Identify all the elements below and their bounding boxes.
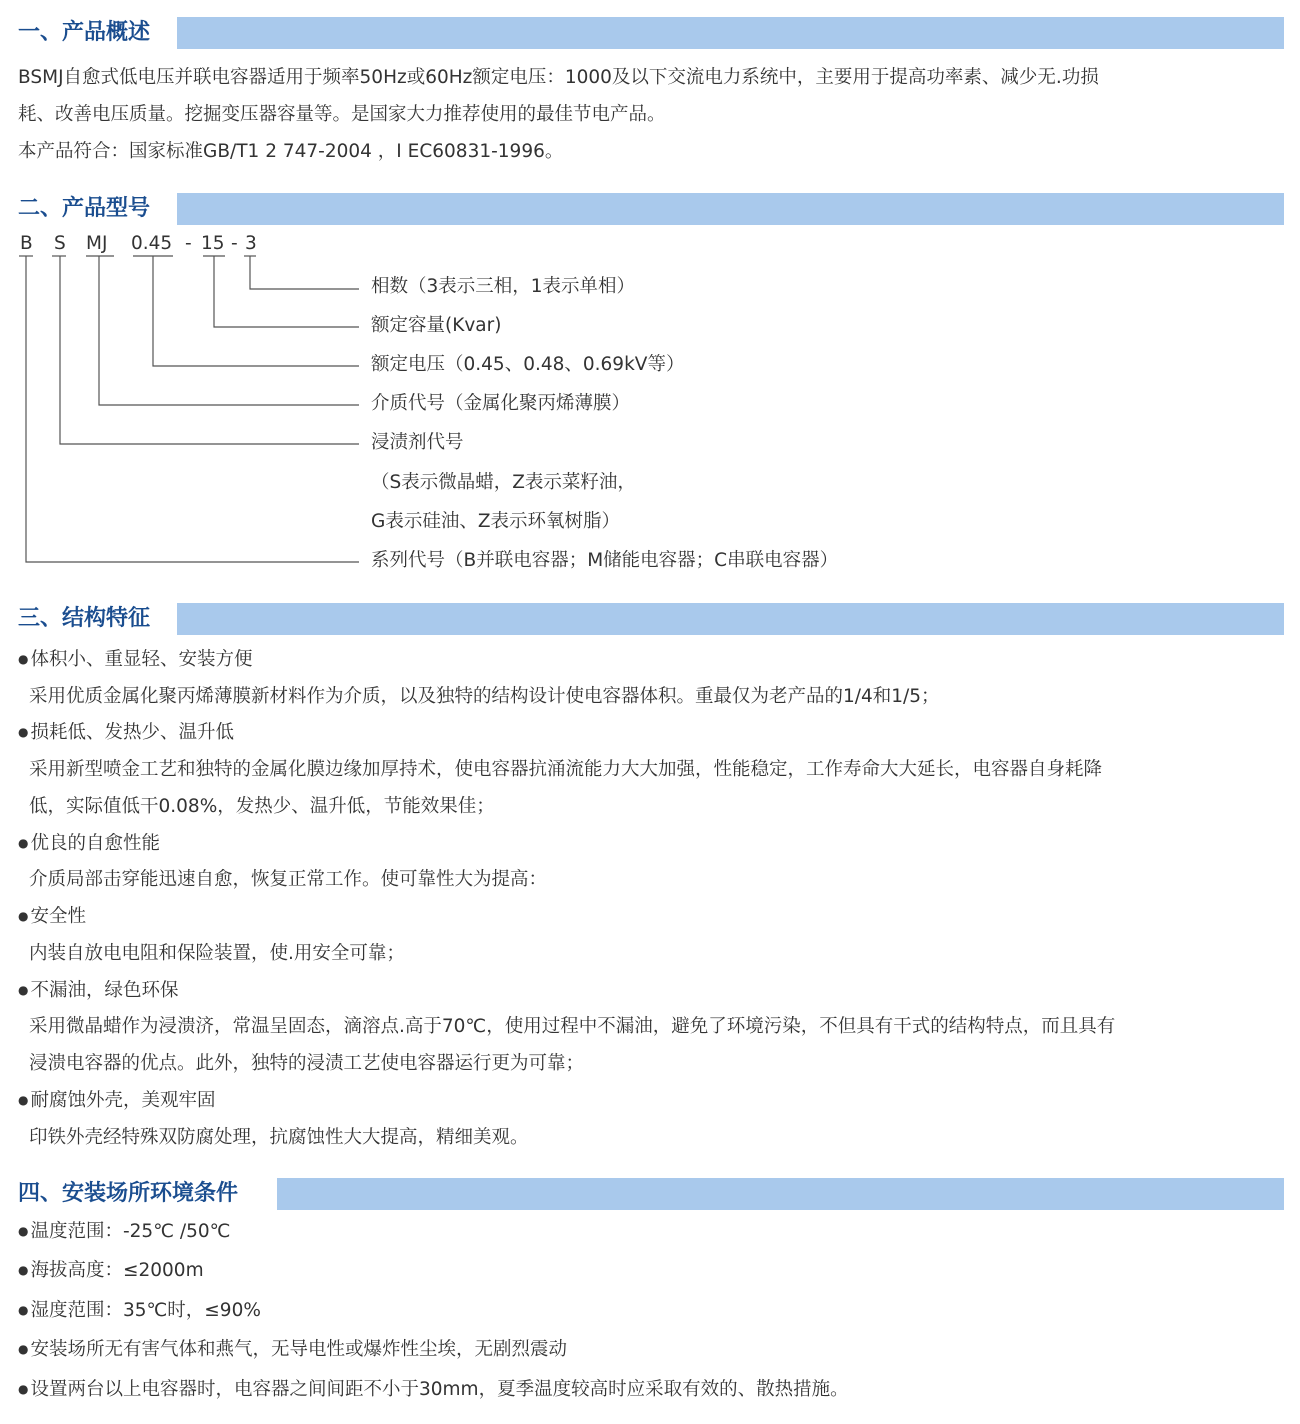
section-title: 一、产品概述 (18, 20, 151, 45)
connector-impregnant (60, 256, 359, 444)
environment-item: ● 海拔高度：≤2000m (18, 1259, 204, 1284)
model-code-separator: - (185, 233, 192, 254)
feature-description: 采用微晶蜡作为浸溃济，常温呈固态，滴溶点.高于70℃，使用过程中不漏油，避免了环境污染，不但具有干式的结构特点，而且具有 (29, 1016, 1116, 1037)
feature-description: 采用新型喷金工艺和独特的金属化膜边缘加厚持术，使电容器抗涌流能力大大加强，性能稳定，工作寿命大大延长，电容器自身耗降 (29, 759, 1103, 780)
feature-description: 浸溃电容器的优点。此外，独特的浸渍工艺使电容器运行更为可靠； (29, 1053, 585, 1074)
label-dielectric: 介质代号（金属化聚丙烯薄膜） (371, 393, 631, 414)
feature-heading: ● 损耗低、发热少、温升低 (18, 721, 234, 746)
paragraph-line: 耗、改善电压质量。挖掘变压器容量等。是国家大力推荐使用的最佳节电产品。 (18, 104, 666, 125)
environment-item: ● 湿度范围：35℃时，≤90% (18, 1299, 261, 1324)
model-code-impregnant: S (54, 233, 66, 254)
feature-description: 介质局部击穿能迅速自愈，恢复正常工作。使可靠性大为提高： (29, 869, 548, 890)
label-voltage: 额定电压（0.45、0.48、0.69kV等） (371, 354, 685, 375)
model-code-series: B (20, 233, 33, 254)
label-impregnant-detail: （S表示微晶蜡，Z表示菜籽油， (371, 472, 636, 493)
section-title: 二、产品型号 (18, 196, 151, 221)
feature-description: 低，实际值低干0.08%，发热少、温升低，节能效果佳； (29, 796, 495, 817)
label-series: 系列代号（B并联电容器；M储能电容器；C串联电容器） (371, 550, 839, 571)
label-impregnant: 浸渍剂代号 (371, 432, 464, 453)
section-header-structure (0, 602, 1300, 636)
model-code-voltage: 0.45 (131, 233, 173, 254)
connector-capacity (214, 256, 359, 327)
label-capacity: 额定容量(Kvar) (371, 315, 502, 336)
feature-heading: ● 优良的自愈性能 (18, 832, 160, 857)
environment-item: ● 安装场所无有害气体和燕气，无导电性或爆炸性尘埃，无剧烈震动 (18, 1338, 567, 1363)
environment-item: ● 设置两台以上电容器时，电容器之间间距不小于30mm，夏季温度较高时应采取有效的、散热措施。 (18, 1378, 849, 1403)
model-code-capacity: 15 (201, 233, 225, 254)
connector-phase (250, 256, 359, 289)
connector-series (26, 256, 359, 562)
label-impregnant-detail: G表示硅油、Z表示环氧树脂） (371, 511, 621, 532)
model-code-separator: - (231, 233, 238, 254)
section-bar (277, 1178, 1284, 1210)
feature-description: 印铁外壳经特殊双防腐处理，抗腐蚀性大大提高，精细美观。 (29, 1127, 529, 1148)
section-bar (177, 603, 1284, 635)
label-phase: 相数（3表示三相，1表示单相） (371, 276, 636, 297)
paragraph-line: BSMJ自愈式低电压并联电容器适用于频率50Hz或60Hz额定电压：1000及以下交流电力系统中，主要用于提高功率素、减少无.功损 (18, 67, 1099, 88)
feature-description: 采用优质金属化聚丙烯薄膜新材料作为介质，以及独特的结构设计使电容器体积。重最仅为老产品的1/4和1/5； (29, 686, 940, 707)
feature-heading: ● 安全性 (18, 905, 86, 930)
model-code-dielectric: MJ (86, 233, 108, 254)
model-code-phase: 3 (245, 233, 257, 254)
feature-heading: ● 不漏油，绿色环保 (18, 979, 179, 1004)
section-header-environment (0, 1177, 1300, 1211)
connector-voltage (153, 256, 359, 366)
environment-item: ● 温度范围：-25℃ /50℃ (18, 1220, 230, 1245)
section-title: 三、结构特征 (18, 606, 151, 631)
section-title: 四、安装场所环境条件 (18, 1181, 239, 1206)
connector-dielectric (99, 256, 359, 405)
feature-description: 内装自放电电阻和保险装置，使.用安全可靠； (29, 943, 405, 964)
feature-heading: ● 耐腐蚀外壳，美观牢固 (18, 1089, 216, 1114)
paragraph-line: 本产品符合：国家标准GB/T1 2 747-2004 ，I EC60831-1996。 (18, 141, 564, 162)
feature-heading: ● 体积小、重显轻、安装方便 (18, 648, 253, 673)
